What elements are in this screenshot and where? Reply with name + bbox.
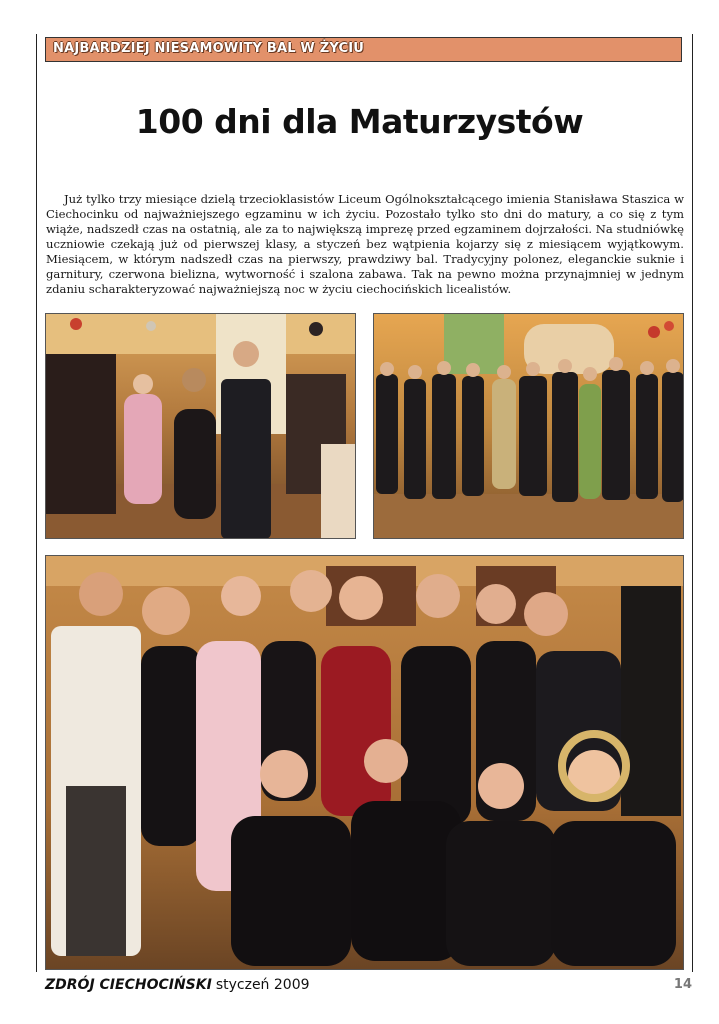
magazine-name: ZDRÓJ CIECHOCIŃSKI	[45, 977, 212, 993]
left-column-rule	[36, 34, 37, 972]
section-banner	[45, 37, 682, 62]
photo-dancing-couples	[45, 313, 356, 539]
page-number: 14	[673, 977, 692, 992]
article-body: Już tylko trzy miesiące dzielą trzecioklasistów Liceum Ogólnokształcącego imienia Stanisława Staszica w Ciechocinku od najważniejszego egzaminu w ich życiu. Pozostało tylko sto dni do matury, a co się z tym wiąże, nadszedł czas na ostatnią, ale za to największą imprezę przed egzaminem dojrzałości. Na studniówkę uczniowie czekają już od pierwszej klasy, a styczeń bez wątpienia kojarzy się z miesiącem wyjątkowym. Miesiącem, w którym nadszedł czas na pierwszy, prawdziwy bal. Tradycyjny polonez, eleganckie suknie i garnitury, czerwona bielizna, wytworność i szalona zabawa. Tak na pewno można przynajmniej w jednym zdaniu scharakteryzować najważniejszą noc w życiu ciechocińskich licealistów.	[46, 192, 684, 296]
footer-credit	[45, 977, 310, 993]
issue-date: styczeń 2009	[215, 977, 310, 993]
right-column-rule	[692, 34, 693, 972]
photo-students-group	[45, 555, 684, 970]
photo-group-lineup	[373, 313, 684, 539]
section-banner-text: NAJBARDZIEJ NIESAMOWITY BAL W ŻYCIU	[53, 41, 365, 56]
article-title: 100 dni dla Maturzystów	[135, 102, 584, 141]
